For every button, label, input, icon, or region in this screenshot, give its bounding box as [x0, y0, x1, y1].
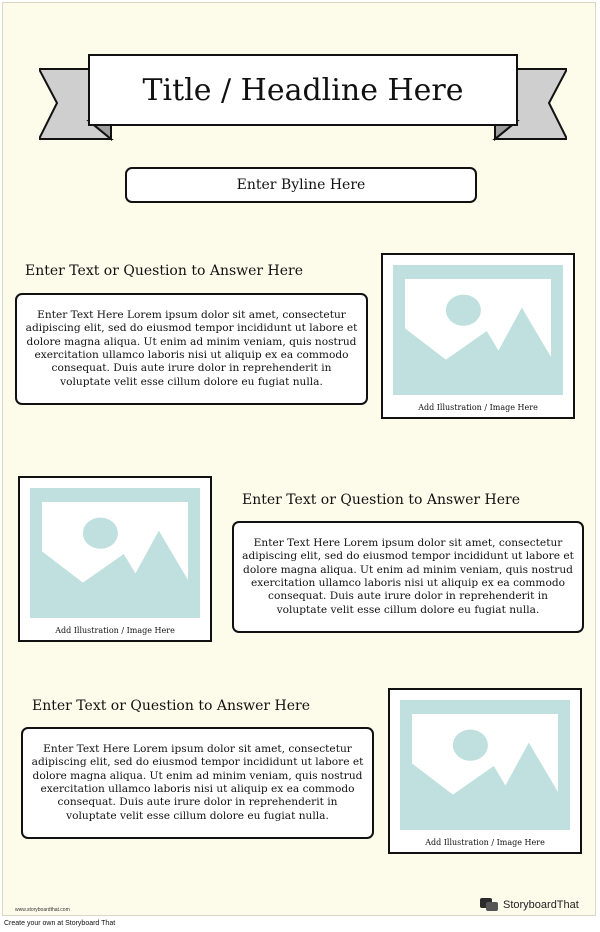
poster-canvas [2, 2, 596, 916]
section-text-box: Enter Text Here Lorem ipsum dolor sit amet, consectetur adipiscing elit, sed do eiusmod tempor incididunt ut labore et dolore magna aliqua. Ut enim ad minim veniam, quis nostrud exercitation ullamco laboris nisi ut aliquip ex ea commodo consequat. Duis aute irure dolor in reprehenderit in voluptate velit esse cillum dolore eu fugiat nulla. [15, 293, 368, 405]
image-placeholder [18, 476, 212, 642]
section-text-box: Enter Text Here Lorem ipsum dolor sit amet, consectetur adipiscing elit, sed do eiusmod tempor incididunt ut labore et dolore magna aliqua. Ut enim ad minim veniam, quis nostrud exercitation ullamco laboris nisi ut aliquip ex ea commodo consequat. Duis aute irure dolor in reprehenderit in voluptate velit esse cillum dolore eu fugiat nulla. [232, 521, 584, 633]
footer-link[interactable]: Create your own at Storyboard That [4, 920, 116, 927]
image-placeholder-icon [405, 279, 551, 383]
byline-box: Enter Byline Here [125, 167, 477, 203]
image-placeholder [381, 253, 575, 419]
site-url: www.storyboardthat.com [15, 907, 70, 913]
section-heading: Enter Text or Question to Answer Here [32, 698, 311, 714]
image-caption: Add Illustration / Image Here [418, 403, 538, 412]
title-banner [39, 53, 567, 143]
brand-logo [479, 897, 579, 913]
image-caption: Add Illustration / Image Here [55, 626, 175, 635]
image-placeholder-icon [412, 714, 558, 818]
image-placeholder [388, 688, 582, 854]
image-placeholder-icon [42, 502, 188, 606]
brand-name: StoryboardThat [503, 899, 579, 911]
section-heading: Enter Text or Question to Answer Here [242, 492, 521, 508]
page-title: Title / Headline Here [142, 72, 464, 108]
section-text-box: Enter Text Here Lorem ipsum dolor sit amet, consectetur adipiscing elit, sed do eiusmod tempor incididunt ut labore et dolore magna aliqua. Ut enim ad minim veniam, quis nostrud exercitation ullamco laboris nisi ut aliquip ex ea commodo consequat. Duis aute irure dolor in reprehenderit in voluptate velit esse cillum dolore eu fugiat nulla. [21, 727, 374, 839]
storyboard-logo-icon [479, 897, 499, 913]
image-caption: Add Illustration / Image Here [425, 838, 545, 847]
section-heading: Enter Text or Question to Answer Here [25, 263, 304, 279]
